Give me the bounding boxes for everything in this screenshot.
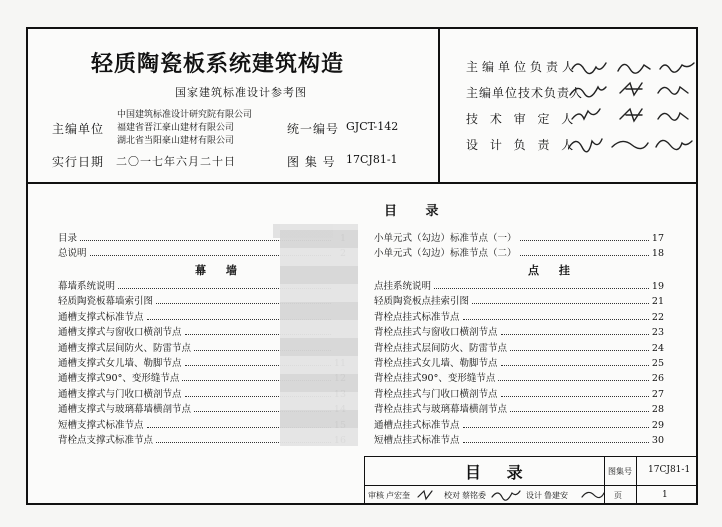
toc-entry-title: 目录 <box>58 233 78 244</box>
toc-entry-title: 总说明 <box>58 248 87 260</box>
toc-entry-title: 通槽点挂式标准节点 <box>374 419 460 431</box>
toc-entry-page: 28 <box>651 404 664 416</box>
toc-entry-title: 通槽支撑式与门收口横剖节点 <box>58 388 182 400</box>
date-value: 二〇一七年六月二十日 <box>116 155 236 168</box>
signature-mark <box>568 139 602 152</box>
toc-leader-dots <box>520 240 649 241</box>
chief-unit-3: 湖北省当阳豪山建材有限公司 <box>117 136 235 146</box>
toc-entry-title: 背栓点挂式与玻璃幕墙横剖节点 <box>374 404 508 416</box>
toc-entry-title: 背栓点挂式层间防火、防雷节点 <box>374 342 508 354</box>
title-block-mid-rule <box>364 485 696 486</box>
toc-entry-page: 21 <box>651 296 664 308</box>
toc-leader-dots <box>463 319 649 320</box>
toc-entry <box>374 292 664 307</box>
toc-entry <box>374 339 664 354</box>
signature-mark <box>620 83 642 95</box>
code-value: GJCT-142 <box>346 120 399 133</box>
toc-entry-page: 25 <box>651 358 664 369</box>
toc-leader-dots <box>463 442 649 443</box>
toc-entry-title: 小单元式（勾边）标准节点（二） <box>374 248 517 260</box>
toc-entry-title: 背栓点挂式与窗收口横剖节点 <box>374 327 498 339</box>
chief-unit-1: 中国建筑标准设计研究院有限公司 <box>117 110 253 120</box>
check-label: 校对 <box>444 491 460 500</box>
section-heading-point-hanging: 点 挂 <box>528 264 578 277</box>
toc-entry-title: 通槽支撑式90°、变形缝节点 <box>58 373 180 385</box>
title-block-top-rule <box>364 456 696 457</box>
chief-units <box>117 109 252 148</box>
signature-mark <box>658 113 688 120</box>
toc-entry-title: 短槽点挂式标准节点 <box>374 435 460 446</box>
toc-entry <box>374 323 664 338</box>
approval-roles <box>466 54 583 158</box>
toc-entry-title: 背栓点支撑式标准节点 <box>58 435 154 446</box>
signature-mark <box>658 87 688 94</box>
signature-mark <box>656 140 692 149</box>
toc-leader-dots <box>510 350 649 351</box>
toc-entry-title: 通槽支撑式与玻璃幕墙横剖节点 <box>58 404 192 416</box>
atlas-subtitle: 国家建筑标准设计参考图 <box>175 86 307 99</box>
toc-entry-title: 轻质陶瓷板幕墙索引图 <box>58 296 154 308</box>
toc-entry-title: 轻质陶瓷板点挂索引图 <box>374 296 470 308</box>
date-label: 实行日期 <box>52 155 105 169</box>
toc-entry-page: 27 <box>651 388 664 400</box>
toc-leader-dots <box>463 427 649 428</box>
toc-entry-title: 小单元式（勾边）标准节点（一） <box>374 233 517 244</box>
toc-entry <box>374 244 664 259</box>
toc-entry-page: 26 <box>651 373 664 385</box>
code-label: 统一编号 <box>287 122 340 136</box>
role-chief-unit-head: 主编单位负责人 <box>466 60 579 74</box>
toc-entry <box>374 354 664 369</box>
toc-heading: 目 录 <box>384 204 451 219</box>
sheet-frame <box>26 27 698 505</box>
title-block-left-rule <box>364 456 365 503</box>
signature-mark <box>620 109 642 121</box>
toc-entry-title: 背栓点挂式标准节点 <box>374 311 460 323</box>
toc-entry <box>374 400 664 415</box>
toc-entry-title: 通槽支撑式与窗收口横剖节点 <box>58 327 182 339</box>
page-value: 1 <box>662 490 668 500</box>
toc-entry-title: 背栓点挂式90°、变形缝节点 <box>374 373 496 385</box>
toc-leader-dots <box>501 334 649 335</box>
title-block-atlas-value: 17CJ81-1 <box>648 465 691 475</box>
atlas-number-value: 17CJ81-1 <box>346 153 398 166</box>
toc-entry-title: 短槽支撑式标准节点 <box>58 419 144 431</box>
toc-leader-dots <box>520 255 649 256</box>
signature-mark <box>618 64 650 73</box>
chief-unit-2: 福建省晋江豪山建材有限公司 <box>117 123 235 133</box>
atlas-title: 轻质陶瓷板系统建筑构造 <box>91 51 345 77</box>
toc-entry-title: 背栓点挂式女儿墙、勒脚节点 <box>374 358 498 369</box>
toc-entry <box>374 369 664 384</box>
toc-leader-dots <box>472 303 649 304</box>
toc-entry <box>374 416 664 431</box>
signature-mark <box>572 109 600 119</box>
signature-mark <box>492 491 520 500</box>
toc-entry-page: 23 <box>651 327 664 339</box>
signature-mark <box>612 141 648 148</box>
toc-entry <box>374 277 664 292</box>
toc-leader-dots <box>434 288 649 289</box>
toc-entry-title: 通槽支撑式女儿墙、勒脚节点 <box>58 358 182 369</box>
check-name: 蔡铭委 <box>462 491 486 500</box>
design-name: 鲁建安 <box>544 491 568 500</box>
signature-mark <box>418 491 432 499</box>
toc-entry-page: 24 <box>651 342 664 354</box>
obscured-region <box>280 224 358 446</box>
signature-mark <box>572 63 606 74</box>
toc-entry-page: 17 <box>651 233 664 244</box>
title-block-signatures <box>416 487 616 503</box>
signature-mark <box>660 63 694 72</box>
chief-unit-label: 主编单位 <box>52 122 105 136</box>
toc-leader-dots <box>498 380 649 381</box>
role-tech-head: 主编单位技术负责人 <box>466 86 584 100</box>
toc-entry <box>374 229 664 244</box>
toc-entry <box>374 308 664 323</box>
toc-entry-title: 幕墙系统说明 <box>58 281 116 292</box>
signature-mark <box>570 87 606 97</box>
section-heading-curtain-wall: 幕 墙 <box>195 264 245 277</box>
toc-entry-page: 22 <box>651 311 664 323</box>
toc-entry-page: 19 <box>651 281 664 292</box>
toc-entry-title: 点挂系统说明 <box>374 281 432 292</box>
signatures <box>568 57 698 167</box>
header-divider <box>438 29 440 183</box>
toc-entry-title: 通槽支撑式层间防火、防雷节点 <box>58 342 192 354</box>
role-design-head: 设 计 负 责 人 <box>466 138 578 152</box>
toc-entry-title: 背栓点挂式与门收口横剖节点 <box>374 388 498 400</box>
toc-entry <box>374 431 664 446</box>
design-label: 设计 <box>526 491 542 500</box>
toc-entry-title: 通槽支撑式标准节点 <box>58 311 144 323</box>
toc-entry <box>374 385 664 400</box>
title-block-atlas-label: 图集号 <box>608 467 632 476</box>
toc-entry-page: 30 <box>651 435 664 446</box>
toc-entry-page: 29 <box>651 419 664 431</box>
atlas-number-label: 图 集 号 <box>287 155 336 169</box>
role-tech-reviewer: 技 术 审 定 人 <box>466 112 578 126</box>
title-block-title: 目 录 <box>465 463 533 482</box>
toc-entry-page: 18 <box>651 248 664 260</box>
toc-leader-dots <box>510 411 649 412</box>
review-label: 审核 <box>368 491 384 500</box>
signature-mark <box>582 492 604 497</box>
toc-leader-dots <box>501 396 649 397</box>
page-label: 页 <box>614 491 622 500</box>
title-block-divider-2 <box>636 456 637 503</box>
toc-leader-dots <box>501 365 649 366</box>
review-name: 卢宏奎 <box>386 491 410 500</box>
header-bottom-rule <box>28 182 696 184</box>
